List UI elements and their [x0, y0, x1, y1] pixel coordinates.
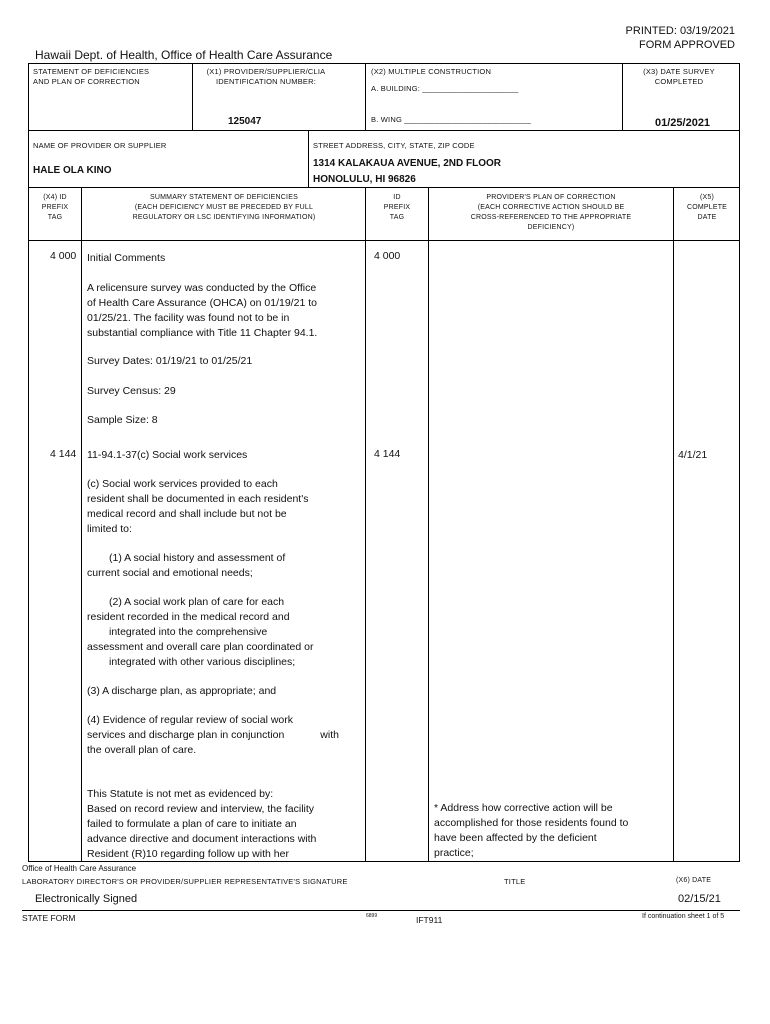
signature-date: 02/15/21	[678, 893, 721, 905]
x5-heading: (X5) COMPLETE DATE	[686, 194, 728, 221]
provider-label: NAME OF PROVIDER OR SUPPLIER	[33, 141, 167, 150]
provider-name: HALE OLA KINO	[33, 165, 112, 176]
col-sep-4	[673, 187, 674, 861]
address-label: STREET ADDRESS, CITY, STATE, ZIP CODE	[313, 141, 475, 150]
initial-comments-text: A relicensure survey was conducted by the Office of Health Care Assurance (OHCA) on 01/19/21 to 01/25/21. The facility was found not to be in substantial compliance with Title 11 Chapter 94.1.	[87, 282, 318, 339]
state-form: STATE FORM	[22, 913, 76, 923]
frame-left	[28, 63, 29, 861]
id-tag-4000: 4 000	[374, 250, 401, 262]
col-sep-3	[428, 187, 429, 861]
tag-4144: 4 144	[50, 448, 77, 460]
regulation-item-4: (4) Evidence of regular review of social work services and discharge plan in conjunction with the overall plan of care.	[87, 714, 339, 756]
sep-x3	[622, 63, 623, 130]
corrective-action-prompt: * Address how corrective action will be accomplished for those residents found to have been affected by the deficient practice;	[434, 802, 629, 859]
form-code: 6899	[366, 913, 378, 919]
title-label: TITLE	[504, 877, 526, 886]
id-tag-4144: 4 144	[374, 448, 401, 460]
x3-label: (X3) DATE SURVEY COMPLETED	[643, 67, 715, 86]
regulation-text-c: (c) Social work services provided to each resident shall be documented in each resident's medical record and shall include but not be limited to:	[87, 478, 309, 535]
x2-label: (X2) MULTIPLE CONSTRUCTION	[371, 67, 492, 76]
form-approved: FORM APPROVED	[639, 39, 735, 51]
sep-provider	[308, 130, 309, 187]
survey-census: Survey Census: 29	[87, 385, 176, 397]
footer-rule	[22, 910, 740, 911]
survey-date: 01/25/2021	[655, 117, 711, 129]
print-header	[626, 24, 735, 52]
continuation-sheet: If continuation sheet 1 of 5	[642, 913, 725, 920]
electronic-signature: Electronically Signed	[35, 893, 138, 905]
frame-top	[28, 63, 740, 64]
x1-label: (X1) PROVIDER/SUPPLIER/CLIA IDENTIFICATION NUMBER:	[206, 67, 326, 86]
signature-label: LABORATORY DIRECTOR'S OR PROVIDER/SUPPLIER REPRESENTATIVE'S SIGNATURE	[22, 877, 348, 886]
address-value: 1314 KALAKAUA AVENUE, 2ND FLOOR HONOLULU, HI 96826	[313, 158, 501, 185]
frame-right	[739, 63, 740, 861]
regulation-title: 11-94.1-37(c) Social work services	[87, 449, 248, 461]
complete-date: 4/1/21	[678, 449, 708, 461]
survey-dates: Survey Dates: 01/19/21 to 01/25/21	[87, 355, 253, 367]
tag-4000: 4 000	[50, 250, 77, 262]
provider-id: 125047	[228, 116, 262, 127]
row3-bottom	[28, 240, 740, 241]
summary-heading: SUMMARY STATEMENT OF DEFICIENCIES (EACH DEFICIENCY MUST BE PRECEDED BY FULL REGULATORY OR LSC IDENTIFYING INFORMATION)	[132, 194, 316, 221]
sep-x2	[365, 63, 366, 130]
regulation-item-1: (1) A social history and assessment of current social and emotional needs;	[87, 552, 286, 579]
footer-office: Office of Health Care Assurance	[22, 864, 137, 873]
wing-field: B. WING _____________________________	[371, 115, 532, 124]
statement-label: STATEMENT OF DEFICIENCIES AND PLAN OF CORRECTION	[33, 67, 150, 86]
printed-date: PRINTED: 03/19/2021	[625, 25, 735, 37]
agency-name: Hawaii Dept. of Health, Office of Health Care Assurance	[35, 48, 333, 62]
row1-bottom	[28, 130, 740, 131]
col-sep-2	[365, 187, 366, 861]
x6-date-label: (X6) DATE	[676, 877, 712, 884]
event-id: IFT911	[416, 915, 443, 925]
sample-size: Sample Size: 8	[87, 414, 158, 426]
regulation-item-3: (3) A discharge plan, as appropriate; and	[87, 685, 277, 697]
id-heading: ID PREFIX TAG	[383, 194, 411, 221]
regulation-item-2: (2) A social work plan of care for each resident recorded in the medical record and integrated into the comprehensive assessment and overall care plan coordinated or integrated with other various disciplines;	[87, 596, 314, 668]
initial-comments-title: Initial Comments	[87, 252, 166, 264]
x4-heading: (X4) ID PREFIX TAG	[41, 194, 69, 221]
col-sep-1	[81, 187, 82, 861]
sep-x1	[192, 63, 193, 130]
building-field: A. BUILDING: ______________________	[371, 84, 519, 93]
finding-statement: This Statute is not met as evidenced by: Based on record review and interview, the facility failed to formulate a plan of care to initiate an advance directive and document interactions with Resident (R)10 regarding follow up with her	[87, 788, 317, 860]
plan-heading: PROVIDER'S PLAN OF CORRECTION (EACH CORRECTIVE ACTION SHOULD BE CROSS-REFERENCED TO THE APPROPRIATE DEFICIENCY)	[470, 194, 632, 231]
